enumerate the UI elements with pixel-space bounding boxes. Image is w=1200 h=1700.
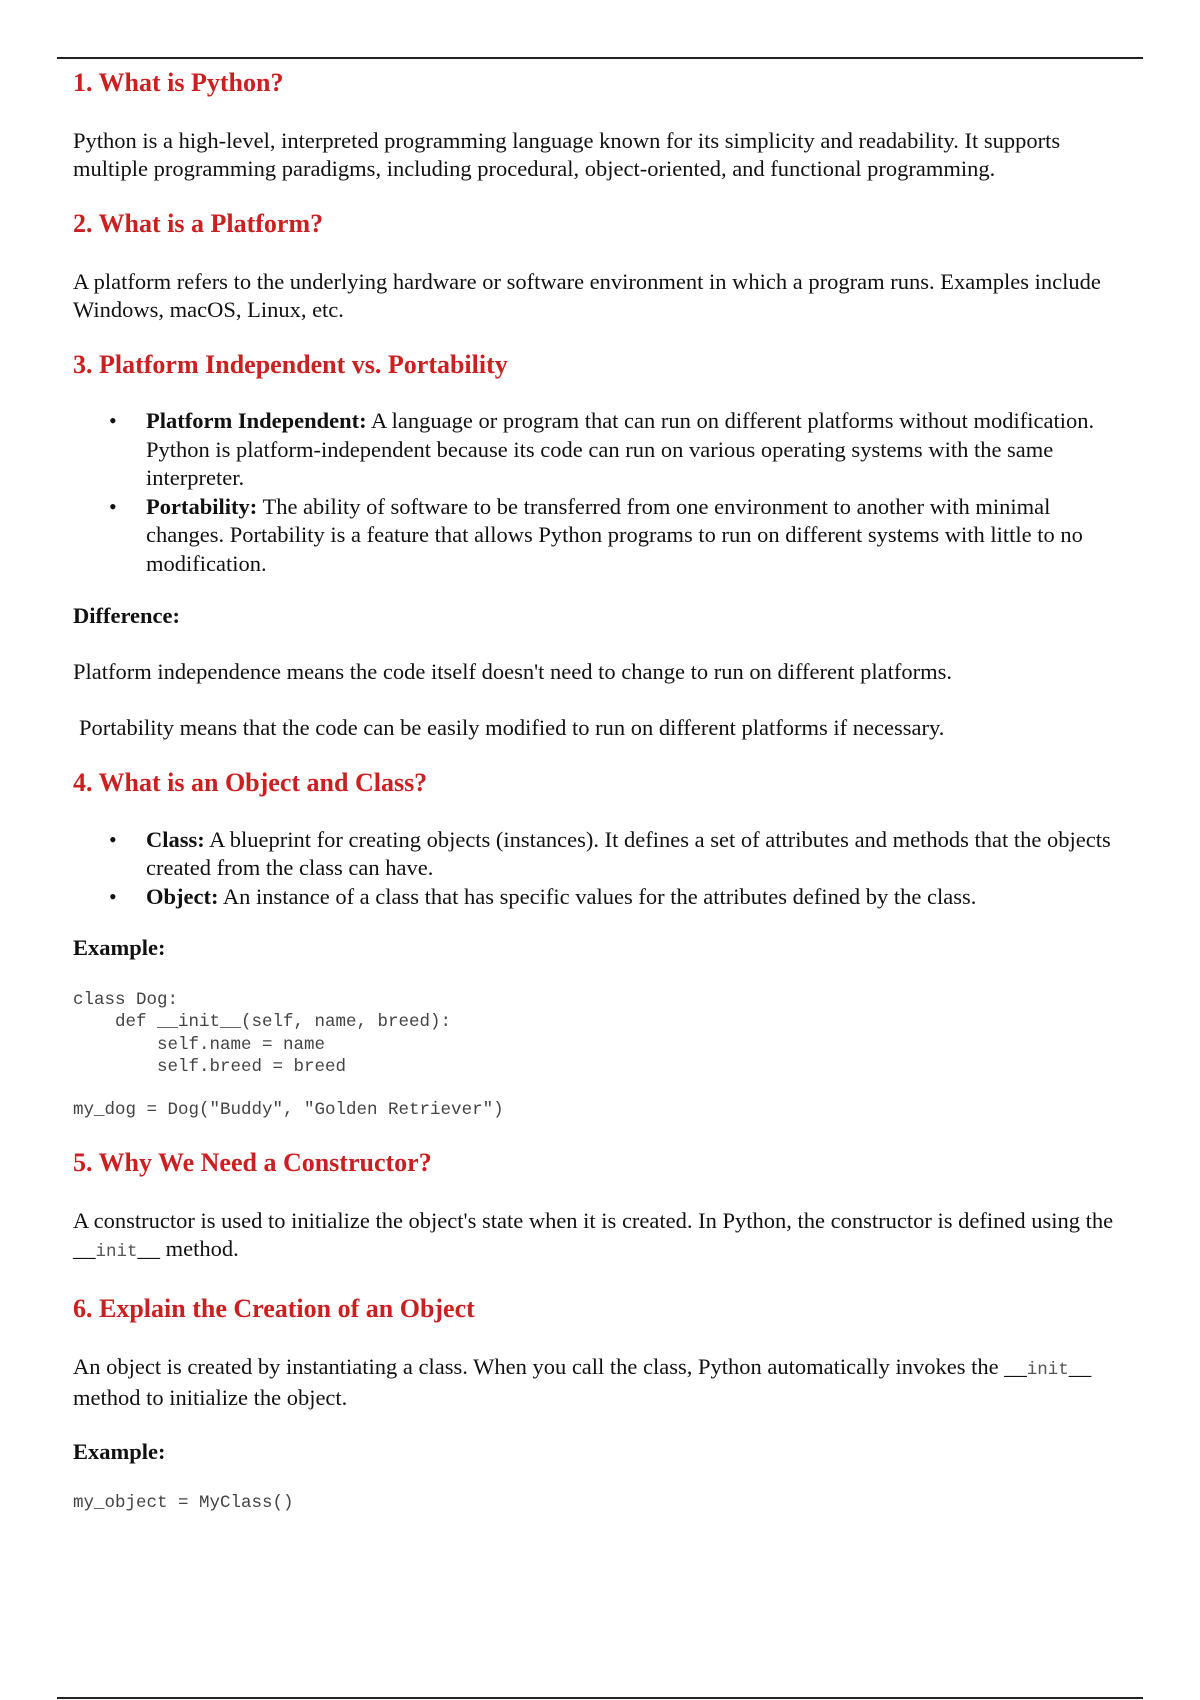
body-text-after: __ method to initialize the object. xyxy=(73,1353,1092,1411)
body-text-before: An object is created by instantiating a class. When you call the class, Python automatically invokes the __ xyxy=(73,1353,1027,1379)
section-3-list xyxy=(73,407,1133,578)
bullet-term: Class: xyxy=(146,826,205,852)
section-4-heading: 4. What is an Object and Class? xyxy=(73,767,428,797)
list-item xyxy=(146,493,1133,579)
section-4-list xyxy=(73,826,1133,912)
inline-code: init xyxy=(1026,1359,1069,1380)
code-line: my_object = MyClass() xyxy=(73,1493,294,1514)
bullet-text: A blueprint for creating objects (instances). It defines a set of attributes and methods that the objects created from the class can have. xyxy=(146,826,1111,881)
section-1-body: Python is a high-level, interpreted programming language known for its simplicity and readability. It supports multiple programming paradigms, including procedural, object-oriented, and functional programming. xyxy=(73,127,1061,182)
top-rule xyxy=(57,57,1143,59)
body-text-before: A constructor is used to initialize the object's state when it is created. In Python, the constructor is defined using the __ xyxy=(73,1207,1114,1262)
section-2-body: A platform refers to the underlying hardware or software environment in which a program runs. Examples include Windows, macOS, Linux, etc. xyxy=(73,268,1101,323)
section-6-body xyxy=(73,1353,1133,1413)
difference-text-2: Portability means that the code can be easily modified to run on different platforms if necessary. xyxy=(79,715,945,741)
example-label: Example: xyxy=(73,1438,166,1464)
section-5-heading: 5. Why We Need a Constructor? xyxy=(73,1148,432,1178)
code-line: my_dog = Dog("Buddy", "Golden Retriever") xyxy=(73,1099,504,1120)
section-3-heading: 3. Platform Independent vs. Portability xyxy=(73,349,508,379)
section-5-body xyxy=(73,1207,1133,1267)
section-2-heading: 2. What is a Platform? xyxy=(73,208,324,238)
list-item xyxy=(146,826,1133,883)
bullet-text: A language or program that can run on different platforms without modification. Python is platform-independent because its code can run on various operating systems with the same interpreter. xyxy=(146,408,1095,491)
bullet-term: Portability: xyxy=(146,493,258,519)
bullet-text: The ability of software to be transferred from one environment to another with minimal changes. Portability is a feature that allows Python programs to run on different systems with little to no modification. xyxy=(146,493,1083,576)
inline-code: init xyxy=(95,1242,138,1263)
list-item xyxy=(146,883,1133,912)
bottom-rule xyxy=(57,1697,1143,1699)
code-block: class Dog: def __init__(self, name, breed): self.name = name self.breed = breed xyxy=(73,989,452,1078)
bullet-text: An instance of a class that has specific values for the attributes defined by the class. xyxy=(218,883,977,909)
example-label: Example: xyxy=(73,935,166,961)
document-body xyxy=(73,66,1133,1515)
difference-label: Difference: xyxy=(73,603,181,629)
section-1-heading: 1. What is Python? xyxy=(73,68,284,97)
difference-text-1: Platform independence means the code itself doesn't need to change to run on different platforms. xyxy=(73,658,952,684)
list-item xyxy=(146,407,1133,493)
body-text-after: __ method. xyxy=(137,1236,239,1262)
bullet-term: Object: xyxy=(146,883,219,909)
section-6-heading: 6. Explain the Creation of an Object xyxy=(73,1293,475,1323)
bullet-term: Platform Independent: xyxy=(146,408,367,434)
